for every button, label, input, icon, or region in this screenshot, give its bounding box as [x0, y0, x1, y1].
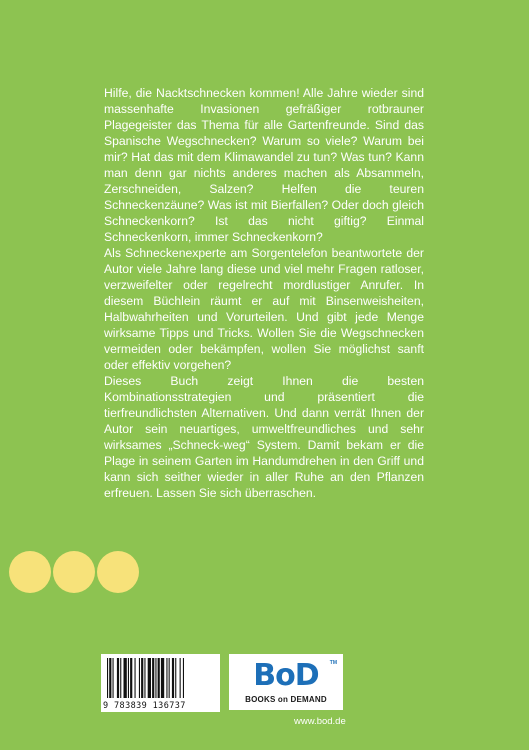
barcode-bar [169, 658, 170, 698]
bod-logo-text: BoD [253, 658, 319, 693]
decorative-dot [53, 551, 95, 593]
barcode-bar [183, 658, 184, 698]
barcode-bar [130, 658, 132, 698]
barcode-bar [161, 658, 164, 698]
barcode-bar [166, 658, 167, 698]
barcode-bar [128, 658, 129, 698]
isbn-digits: 9 783839 136737 [103, 701, 186, 711]
blurb-paragraph-3: Dieses Buch zeigt Ihnen die besten Kombinationsstrategien und präsentiert die tierfreundlichsten Alternativen. Und dann verrät Ihnen der Autor sein neuartiges, umweltfreundliches und sehr wirksames „Schneck-weg“ System. Damit bekam er die Plage in seinem Garten im Handumdrehen in den Griff und kann sich seither wieder in aller Ruhe an den Pflanzen erfreuen. Lassen Sie sich überraschen. [104, 374, 424, 500]
barcode-bar [124, 658, 127, 698]
barcode-bar [155, 658, 156, 698]
back-cover-blurb [104, 85, 424, 501]
trademark-mark: TM [329, 660, 337, 666]
barcode-bars [105, 658, 216, 698]
barcode-bar [135, 658, 136, 698]
barcode-bar [139, 658, 140, 698]
decorative-dot [97, 551, 139, 593]
barcode-bar [144, 658, 145, 698]
barcode-bar [117, 658, 119, 698]
barcode-bar [107, 658, 108, 698]
barcode-bar [180, 658, 181, 698]
publisher-logo [229, 654, 343, 710]
barcode-bar [158, 658, 160, 698]
isbn-barcode [101, 654, 220, 712]
blurb-paragraph-2: Als Schneckenexperte am Sorgentelefon beantwortete der Autor viele Jahre lang diese und viel mehr Fragen ratloser, verzweifelter oder regelrecht mordlustiger Anrufer. In diesem Büchlein räumt er auf mit Binsenweisheiten, Halbwahrheiten und Vorurteilen. Und gibt jede Menge wirksame Tipps und Tricks. Wollen Sie die Wegschnecken vermeiden oder bekämpfen, wollen Sie möglichst sanft oder effektiv vorgehen? [104, 246, 424, 372]
publisher-url: www.bod.de [294, 716, 346, 727]
barcode-bar [141, 658, 143, 698]
barcode-bar [175, 658, 176, 698]
barcode-bar [109, 658, 111, 698]
decorative-dots [9, 551, 139, 595]
barcode-bar [172, 658, 174, 698]
barcode-bar [152, 658, 154, 698]
publisher-tagline: BOOKS on DEMAND [245, 695, 327, 704]
barcode-bar [113, 658, 114, 698]
barcode-bar [120, 658, 121, 698]
blurb-paragraph-1: Hilfe, die Nacktschnecken kommen! Alle Jahre wieder sind massenhafte Invasionen gefräßiger rotbrauner Plagegeister das Thema für alle Gartenfreunde. Sind das Spanische Wegschnecken? Warum so viele? Warum bei mir? Hat das mit dem Klimawandel zu tun? Was tun? Kann man denn gar nichts anderes machen als Absammeln, Zerschneiden, Salzen? Helfen die teuren Schneckenzäune? Was ist mit Bierfallen? Oder doch gleich Schneckenkorn? Ist das nicht giftig? Einmal Schneckenkorn, immer Schneckenkorn? [104, 86, 424, 244]
barcode-bar [148, 658, 151, 698]
decorative-dot [9, 551, 51, 593]
